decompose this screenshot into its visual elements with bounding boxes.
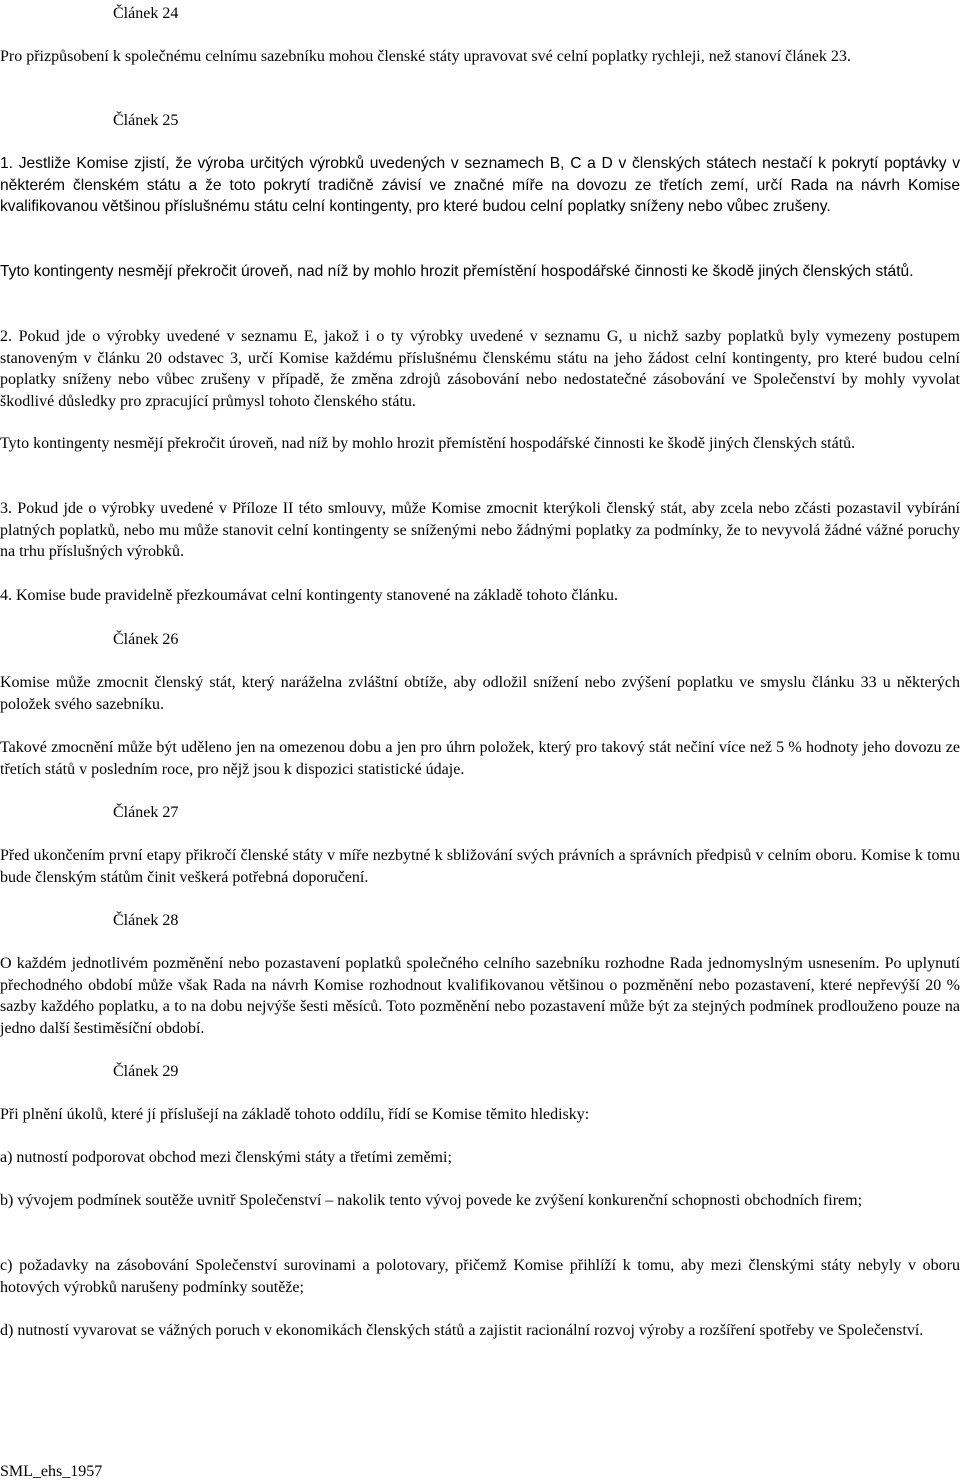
article-25-paragraph-1: 1. Jestliže Komise zjistí, že výroba určitých výrobků uvedených v seznamech B, C a D v členských státech nestačí k pokrytí poptávky v některém členském státu a že toto pokrytí tradičně závisí ve značné míře na dovozu ze třetích zemí, určí Rada na návrh Komise kvalifikovanou většinou příslušnému státu celní kontingenty, pro které budou celní poplatky sníženy nebo vůbec zrušeny. [0,155,960,215]
footer-document-id: SML_ehs_1957 [0,1463,103,1480]
article-26-paragraph-1: Komise může zmocnit členský stát, který naráželna zvláštní obtíže, aby odložil snížení nebo zvýšení poplatku ve smyslu článku 33 u některých položek svého sazebníku. [0,674,960,713]
article-29-item-a: a) nutností podporovat obchod mezi členskými státy a třetími zeměmi; [0,1149,452,1166]
article-26-paragraph-2: Takové zmocnění může být uděleno jen na omezenou dobu a jen pro úhrn položek, který pro takový stát nečiní více než 5 % hodnoty jeho dovozu ze třetích států v posledním roce, pro nějž jsou k dispozici statistické údaje. [0,739,960,778]
article-29-item-b: b) vývojem podmínek soutěže uvnitř Společenství – nakolik tento vývoj povede ke zvýšení konkurenční schopnosti obchodních firem; [0,1192,863,1209]
article-29-item-c: c) požadavky na zásobování Společenství surovinami a polotovary, přičemž Komise přihlíží k tomu, aby mezi členskými státy nebyly v oboru hotových výrobků narušeny podmínky soutěže; [0,1257,960,1296]
article-24-paragraph: Pro přizpůsobení k společnému celnímu sazebníku mohou členské státy upravovat své celní poplatky rychleji, než stanoví článek 23. [0,48,851,65]
article-29-paragraph-1: Při plnění úkolů, které jí příslušejí na základě tohoto oddílu, řídí se Komise těmito hledisky: [0,1106,590,1123]
article-27-heading: Článek 27 [113,804,179,821]
article-25-paragraph-5: 3. Pokud jde o výrobky uvedené v Příloze II této smlouvy, může Komise zmocnit kterýkoli členský stát, aby zcela nebo zčásti pozastavil vybírání platných poplatků, nebo mu může stanovit celní kontingenty se sníženými nebo žádnými poplatky za podmínky, že to nevyvolá žádné vážné poruchy na trhu příslušných výrobků. [0,500,960,560]
article-27-paragraph-1: Před ukončením první etapy přikročí členské státy v míře nezbytné k sbližování svých právních a správních předpisů v celním oboru. Komise k tomu bude členským státům činit veškerá potřebná doporučení. [0,847,960,886]
article-24-heading: Článek 24 [113,5,179,22]
article-28-heading: Článek 28 [113,912,179,929]
article-28-paragraph-1: O každém jednotlivém pozměnění nebo pozastavení poplatků společného celního sazebníku rozhodne Rada jednomyslným usnesením. Po uplynutí přechodného období může však Rada na návrh Komise rozhodnout kvalifikovanou většinou o pozměnění nebo pozastavení, které nepřevýší 20 % sazby každého poplatku, a to na dobu nejvýše šesti měsíců. Toto pozměnění nebo pozastavení může být za stejných podmínek prodlouženo pouze na jedno další šestiměsíční období. [0,955,960,1037]
article-25-paragraph-2: Tyto kontingenty nesmějí překročit úroveň, nad níž by mohlo hrozit přemístění hospodářské činnosti ke škodě jiných členských států. [0,263,914,280]
article-29-heading: Článek 29 [113,1063,179,1080]
article-25-paragraph-3: 2. Pokud jde o výrobky uvedené v seznamu E, jakož i o ty výrobky uvedené v seznamu G, u nichž sazby poplatků byly vymezeny postupem stanoveným v článku 20 odstavec 3, určí Komise každému příslušnému členskému státu na jeho žádost celní kontingenty, pro které budou celní poplatky sníženy nebo vůbec zrušeny v případě, že změna zdrojů zásobování nebo nedostatečné zásobování ve Společenství by mohly vyvolat škodlivé důsledky pro zpracující průmysl tohoto členského státu. [0,328,960,410]
article-29-item-d: d) nutností vyvarovat se vážných poruch v ekonomikách členských států a zajistit racionální rozvoj výroby a rozšíření spotřeby ve Společenství. [0,1322,924,1339]
article-25-paragraph-6: 4. Komise bude pravidelně přezkoumávat celní kontingenty stanovené na základě tohoto článku. [0,587,619,604]
article-26-heading: Článek 26 [113,631,179,648]
article-25-paragraph-4: Tyto kontingenty nesmějí překročit úroveň, nad níž by mohlo hrozit přemístění hospodářské činnosti ke škodě jiných členských států. [0,435,856,452]
article-25-heading: Článek 25 [113,112,179,129]
